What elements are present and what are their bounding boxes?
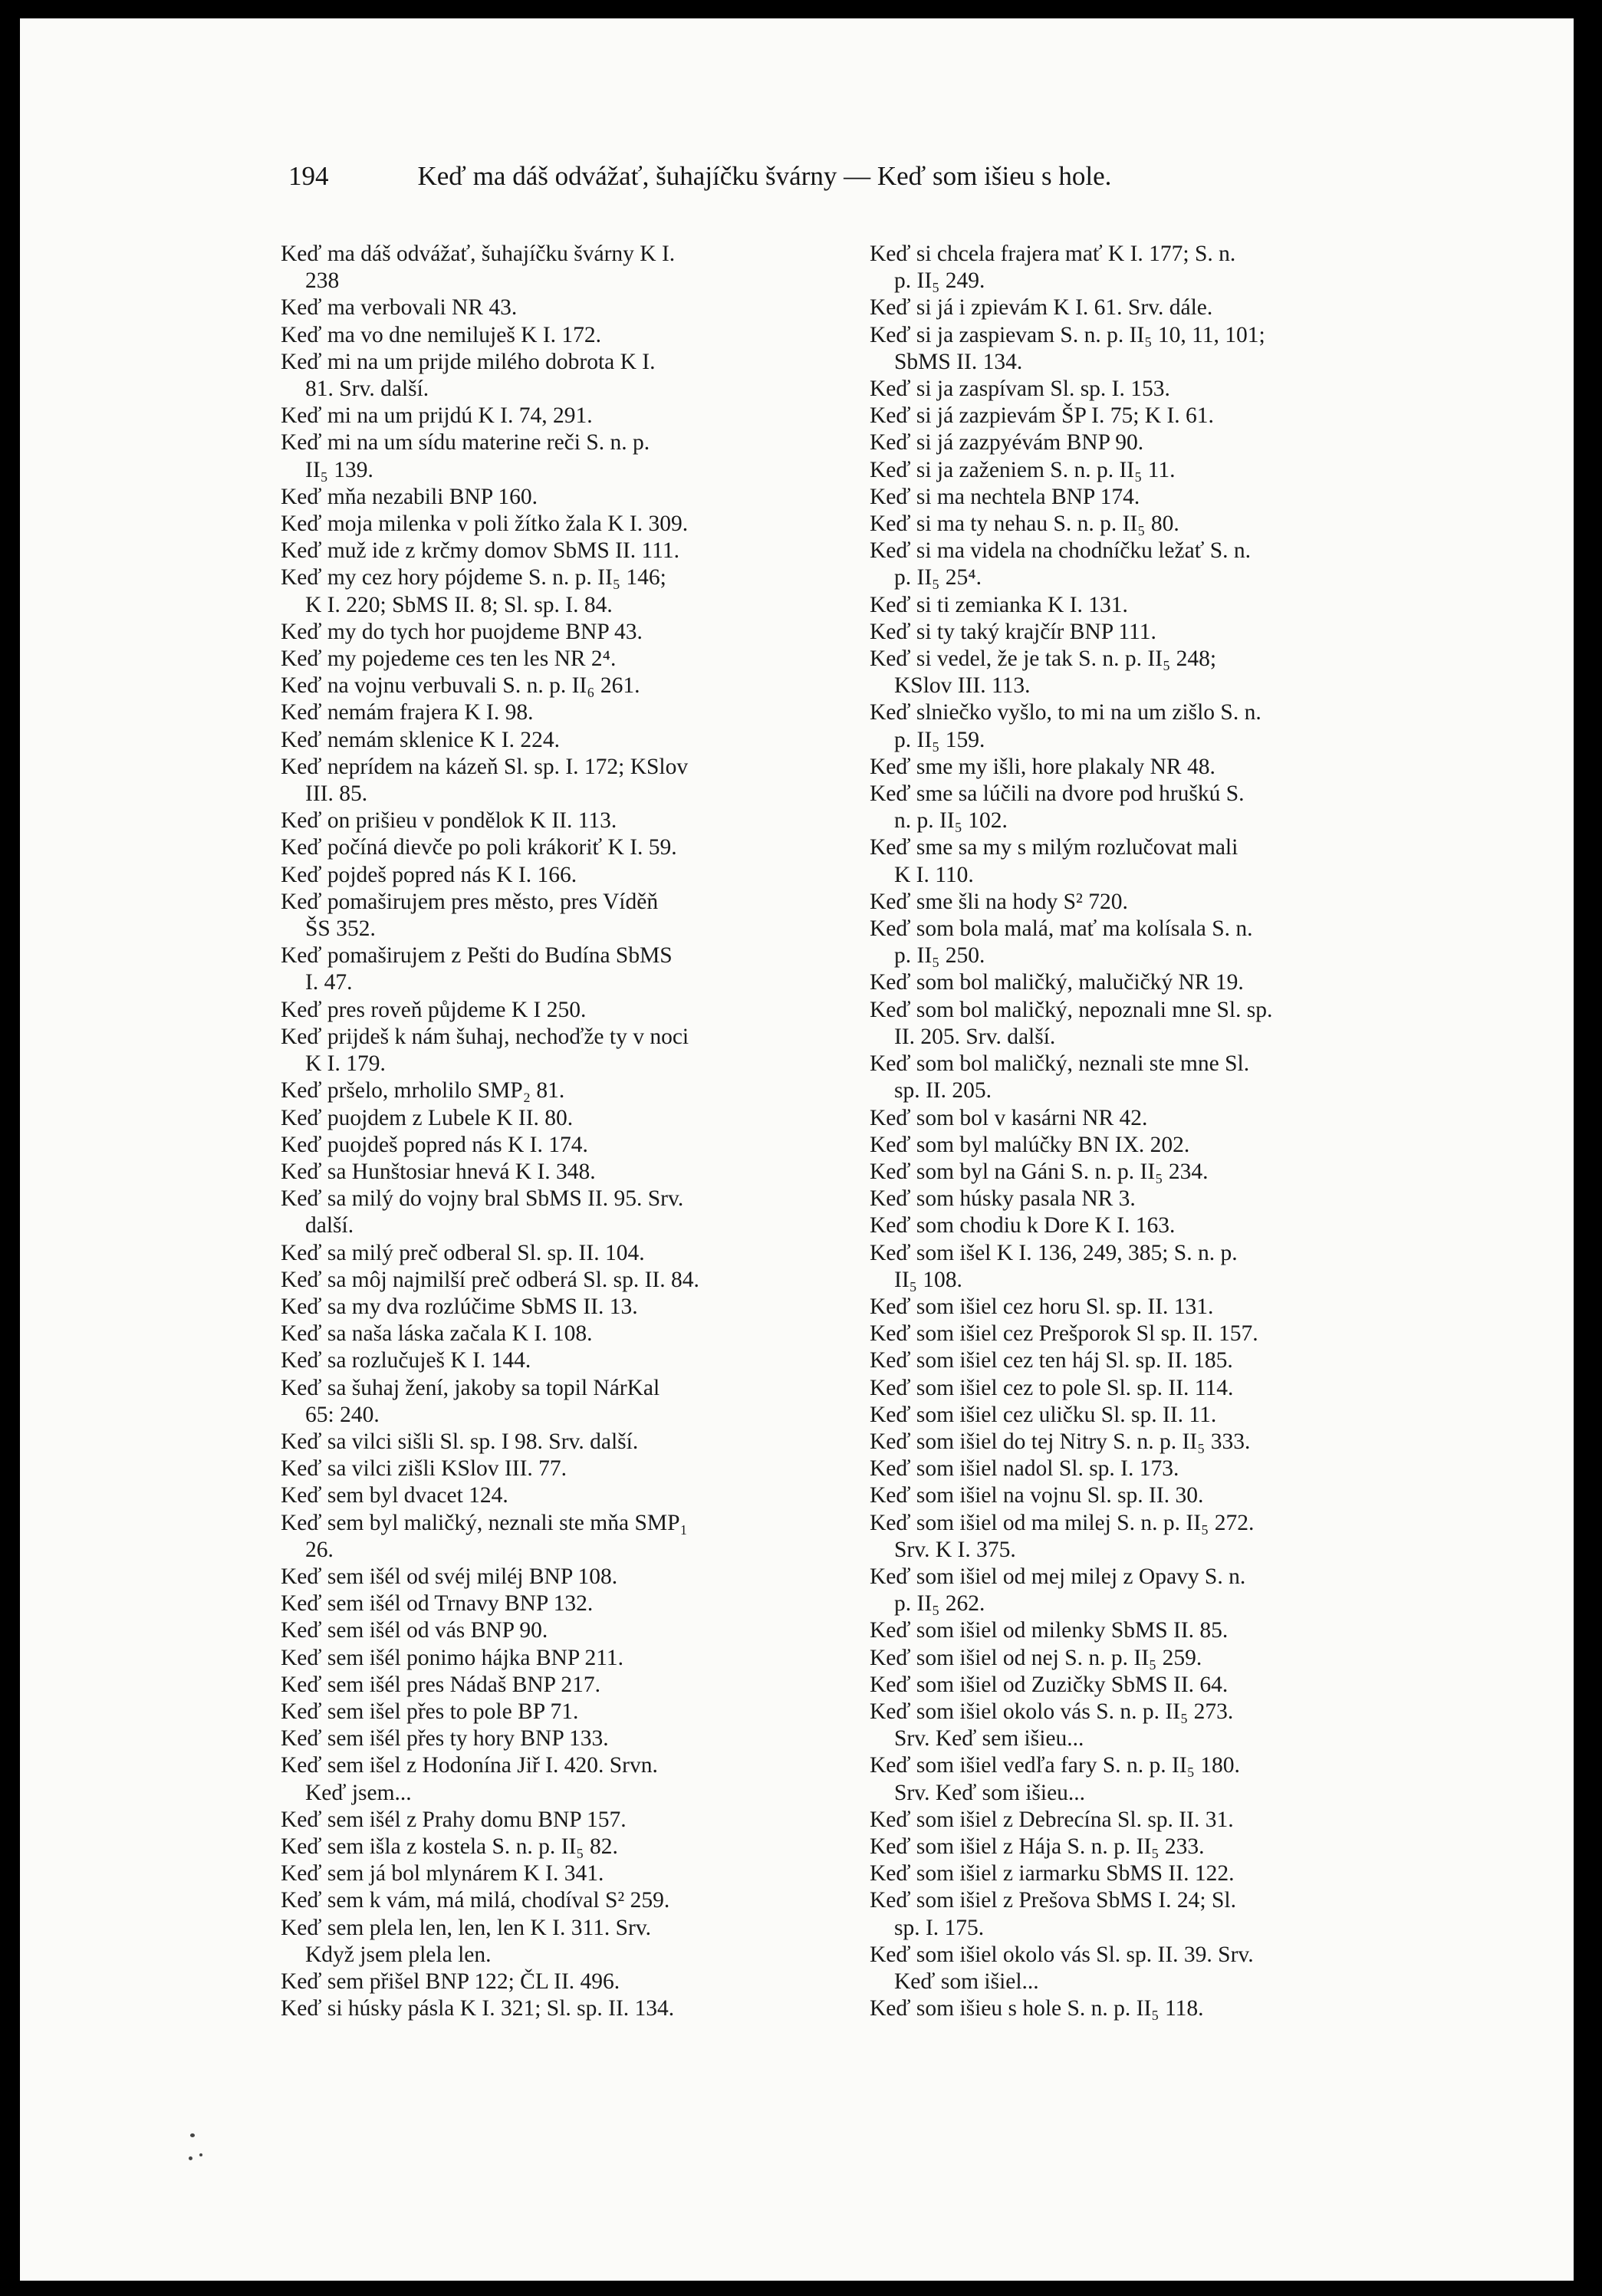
index-entry: Keď sa vilci zišli KSlov III. 77. [281,1456,567,1482]
index-entry: Keď pres roveň půjdeme K I 250. [281,997,587,1022]
speck-mark [189,2156,192,2160]
index-entry: Keď som išiel do tej Nitry S. n. p. II₅ 333. [870,1429,1251,1454]
index-entry: Keď si já i zpievám K I. 61. Srv. dále. [870,295,1213,321]
index-entry: Keď my do tych hor puojdeme BNP 43. [281,619,643,644]
page-number: 194 [288,161,329,191]
index-entry: Keď som byl malúčky BN IX. 202. [870,1132,1190,1157]
index-entry: Keď som išiel vedľa fary S. n. p. II₅ 180. Srv. Keď som išieu... [870,1753,1240,1805]
index-entry: Keď sem přišel BNP 122; ČL II. 496. [281,1969,620,1994]
index-entry: Keď sme my išli, hore plakaly NR 48. [870,754,1215,779]
index-entry: Keď sem išél pres Nádaš BNP 217. [281,1672,600,1697]
index-entry: Keď som išiel z Debrecína Sl. sp. II. 31. [870,1807,1234,1832]
index-entry: Keď neprídem na kázeň Sl. sp. I. 172; KSlov III. 85. [281,754,689,807]
index-entry: Keď sem išél z Prahy domu BNP 157. [281,1807,627,1832]
index-entry: Keď ma verbovali NR 43. [281,295,518,321]
index-entry: Keď si ja zaspievam S. n. p. II₅ 10, 11, 101; SbMS II. 134. [870,322,1265,374]
index-entry: Keď mňa nezabili BNP 160. [281,484,538,509]
index-entry: Keď sa milý preč odberal Sl. sp. II. 104. [281,1240,645,1265]
index-entry: Keď puojdeš popred nás K I. 174. [281,1132,588,1157]
index-entry: Keď sa môj najmilší preč odberá Sl. sp. II. 84. [281,1267,699,1292]
index-entry: Keď som išiel z iarmarku SbMS II. 122. [870,1861,1235,1886]
index-entry: Keď sem byl maličký, neznali ste mňa SMP₁ 26. [281,1510,688,1562]
index-entry: Keď som išiel cez ten háj Sl. sp. II. 185. [870,1348,1233,1373]
index-entry: Keď sem išél od Trnavy BNP 132. [281,1591,594,1617]
index-entry: Keď sem išél ponimo hájka BNP 211. [281,1645,624,1670]
index-entry: Keď som išiel na vojnu Sl. sp. II. 30. [870,1483,1204,1508]
index-entry: Keď som išiel cez to pole Sl. sp. II. 114. [870,1375,1234,1400]
index-entry: Keď som išiel z Hája S. n. p. II₅ 233. [870,1834,1205,1859]
page [20,18,1574,2281]
index-entry: Keď si chcela frajera mať K I. 177; S. n. p. II₅ 249. [870,242,1236,294]
index-entry: Keď si vedel, že je tak S. n. p. II₅ 248; KSlov III. 113. [870,646,1217,699]
index-entry: Keď nemám frajera K I. 98. [281,700,534,725]
index-entry: Keď si ma nechtela BNP 174. [870,484,1140,509]
index-entry: Keď som išiel cez Prešporok Sl sp. II. 157. [870,1321,1258,1347]
index-entry: Keď som išiel od nej S. n. p. II₅ 259. [870,1645,1202,1670]
index-entry: Keď sa vilci sišli Sl. sp. I 98. Srv. další. [281,1429,639,1454]
index-entry: Keď mi na um prijdú K I. 74, 291. [281,403,593,429]
index-entry: Keď prijdeš k nám šuhaj, nechoďže ty v noci K I. 179. [281,1024,689,1077]
index-entry: Keď si ti zemianka K I. 131. [870,592,1128,617]
running-title: Keď ma dáš odvážať, šuhajíčku švárny — Keď som išieu s hole. [417,161,1112,191]
index-entry: Keď som išiel cez horu Sl. sp. II. 131. [870,1294,1214,1319]
index-entry: Keď sa my dva rozlúčime SbMS II. 13. [281,1294,638,1319]
index-entry: Keď my pojedeme ces ten les NR 2⁴. [281,646,617,672]
index-entry: Keď sem išel přes to pole BP 71. [281,1699,579,1724]
index-entry: Keď som išiel cez uličku Sl. sp. II. 11. [870,1402,1217,1427]
index-entry: Keď ma dáš odvážať, šuhajíčku švárny K I. 238 [281,242,676,294]
index-entry: Keď my cez hory pójdeme S. n. p. II₅ 146; K I. 220; SbMS II. 8; Sl. sp. I. 84. [281,565,666,617]
index-entry: Keď pomaširujem pres město, pres Víděň ŠS 352. [281,889,659,942]
index-entry: Keď sa rozlučuješ K I. 144. [281,1348,531,1373]
index-entry: Keď sme sa lúčili na dvore pod hruškú S. n. p. II₅ 102. [870,781,1245,834]
index-entry: Keď sem já bol mlynárem K I. 341. [281,1861,604,1886]
index-entry: Keď som bola malá, mať ma kolísala S. n. p. II₅ 250. [870,916,1253,969]
index-entry: Keď som išieu s hole S. n. p. II₅ 118. [870,1996,1204,2021]
index-entry: Keď si já zazpievám ŠP I. 75; K I. 61. [870,403,1214,429]
index-entry: Keď sem byl dvacet 124. [281,1483,508,1508]
speck-mark [199,2153,202,2156]
index-entry: Keď muž ide z krčmy domov SbMS II. 111. [281,538,679,564]
index-entry: Keď som išiel od milenky SbMS II. 85. [870,1618,1229,1643]
index-entry: Keď slniečko vyšlo, to mi na um zišlo S. n. p. II₅ 159. [870,700,1262,752]
index-entry: Keď na vojnu verbuvali S. n. p. II₆ 261. [281,673,640,699]
index-entry: Keď som išiel od mej milej z Opavy S. n. p. II₅ 262. [870,1564,1246,1617]
index-entry: Keď mi na um sídu materine reči S. n. p. II₅ 139. [281,430,650,482]
index-entry: Keď sem išél od vás BNP 90. [281,1618,548,1643]
index-entry: Keď sem išel z Hodonína Jiř I. 420. Srvn. Keď jsem... [281,1753,658,1805]
running-header [288,161,1285,192]
index-entry: Keď si ja zaspívam Sl. sp. I. 153. [870,377,1170,402]
index-entry: Keď sme sa my s milým rozlučovat mali K I. 110. [870,835,1239,887]
index-entry: Keď on prišieu v pondělok K II. 113. [281,808,617,834]
index-entry: Keď sa Hunštosiar hnevá K I. 348. [281,1159,596,1184]
index-entry: Keď pomaširujem z Pešti do Budína SbMS I. 47. [281,943,673,995]
index-entry: Keď som byl na Gáni S. n. p. II₅ 234. [870,1159,1209,1184]
index-entry: Keď moja milenka v poli žítko žala K I. 309. [281,512,689,537]
index-entry: Keď sa šuhaj žení, jakoby sa topil NárKal 65: 240. [281,1375,660,1427]
index-entry: Keď sem išél přes ty hory BNP 133. [281,1726,609,1752]
speck-mark [190,2133,195,2137]
index-entry: Keď som išiel okolo vás Sl. sp. II. 39. Srv. Keď som išiel... [870,1942,1254,1994]
index-entry: Keď som bol maličký, malučičký NR 19. [870,970,1244,995]
index-entry: Keď pojdeš popred nás K I. 166. [281,862,577,887]
index-entry: Keď si ty taký krajčír BNP 111. [870,619,1156,644]
index-entry: Keď som išiel od Zuzičky SbMS II. 64. [870,1672,1229,1697]
right-column [870,241,1443,2022]
index-entry: Keď som išiel od ma milej S. n. p. II₅ 272. Srv. K I. 375. [870,1510,1255,1562]
index-entry: Keď som išiel okolo vás S. n. p. II₅ 273. Srv. Keď sem išieu... [870,1699,1234,1752]
index-entry: Keď mi na um prijde milého dobrota K I. 81. Srv. další. [281,349,656,402]
index-entry: Keď som bol v kasárni NR 42. [870,1105,1148,1130]
index-entry: Keď som išel K I. 136, 249, 385; S. n. p. II₅ 108. [870,1240,1238,1292]
index-entry: Keď ma vo dne nemiluješ K I. 172. [281,322,602,347]
index-entry: Keď som húsky pasala NR 3. [870,1186,1136,1212]
index-entry: Keď pršelo, mrholilo SMP₂ 81. [281,1078,565,1104]
index-entry: Keď si ma videla na chodníčku ležať S. n. p. II₅ 25⁴. [870,538,1251,590]
index-entry: Keď si já zazpyévám BNP 90. [870,430,1144,456]
index-entry: Keď si ma ty nehau S. n. p. II₅ 80. [870,512,1179,537]
index-entry: Keď sem plela len, len, len K I. 311. Srv. Když jsem plela len. [281,1915,652,1967]
index-entry: Keď som išiel nadol Sl. sp. I. 173. [870,1456,1179,1482]
index-entry: Keď si ja zaženiem S. n. p. II₅ 11. [870,457,1176,482]
index-entry: Keď sem k vám, má milá, chodíval S² 259. [281,1888,670,1913]
index-entry: Keď sa naša láska začala K I. 108. [281,1321,593,1347]
index-entry: Keď počíná dievče po poli krákoriť K I. 59. [281,835,677,860]
index-entry: Keď som bol maličký, nepoznali mne Sl. sp. II. 205. Srv. další. [870,997,1273,1049]
index-entry: Keď sem išla z kostela S. n. p. II₅ 82. [281,1834,618,1859]
index-entry: Keď som chodiu k Dore K I. 163. [870,1213,1176,1238]
index-entry: Keď si húsky pásla K I. 321; Sl. sp. II. 134. [281,1996,675,2021]
index-entry: Keď som bol maličký, neznali ste mne Sl. sp. II. 205. [870,1051,1250,1104]
index-entry: Keď nemám sklenice K I. 224. [281,727,560,752]
left-column [281,241,862,2022]
index-entry: Keď sme šli na hody S² 720. [870,889,1128,914]
index-entry: Keď som išiel z Prešova SbMS I. 24; Sl. sp. I. 175. [870,1888,1236,1940]
index-entry: Keď sem išél od svéj miléj BNP 108. [281,1564,618,1589]
index-entry: Keď puojdem z Lubele K II. 80. [281,1105,574,1130]
index-entry: Keď sa milý do vojny bral SbMS II. 95. Srv. další. [281,1186,684,1238]
